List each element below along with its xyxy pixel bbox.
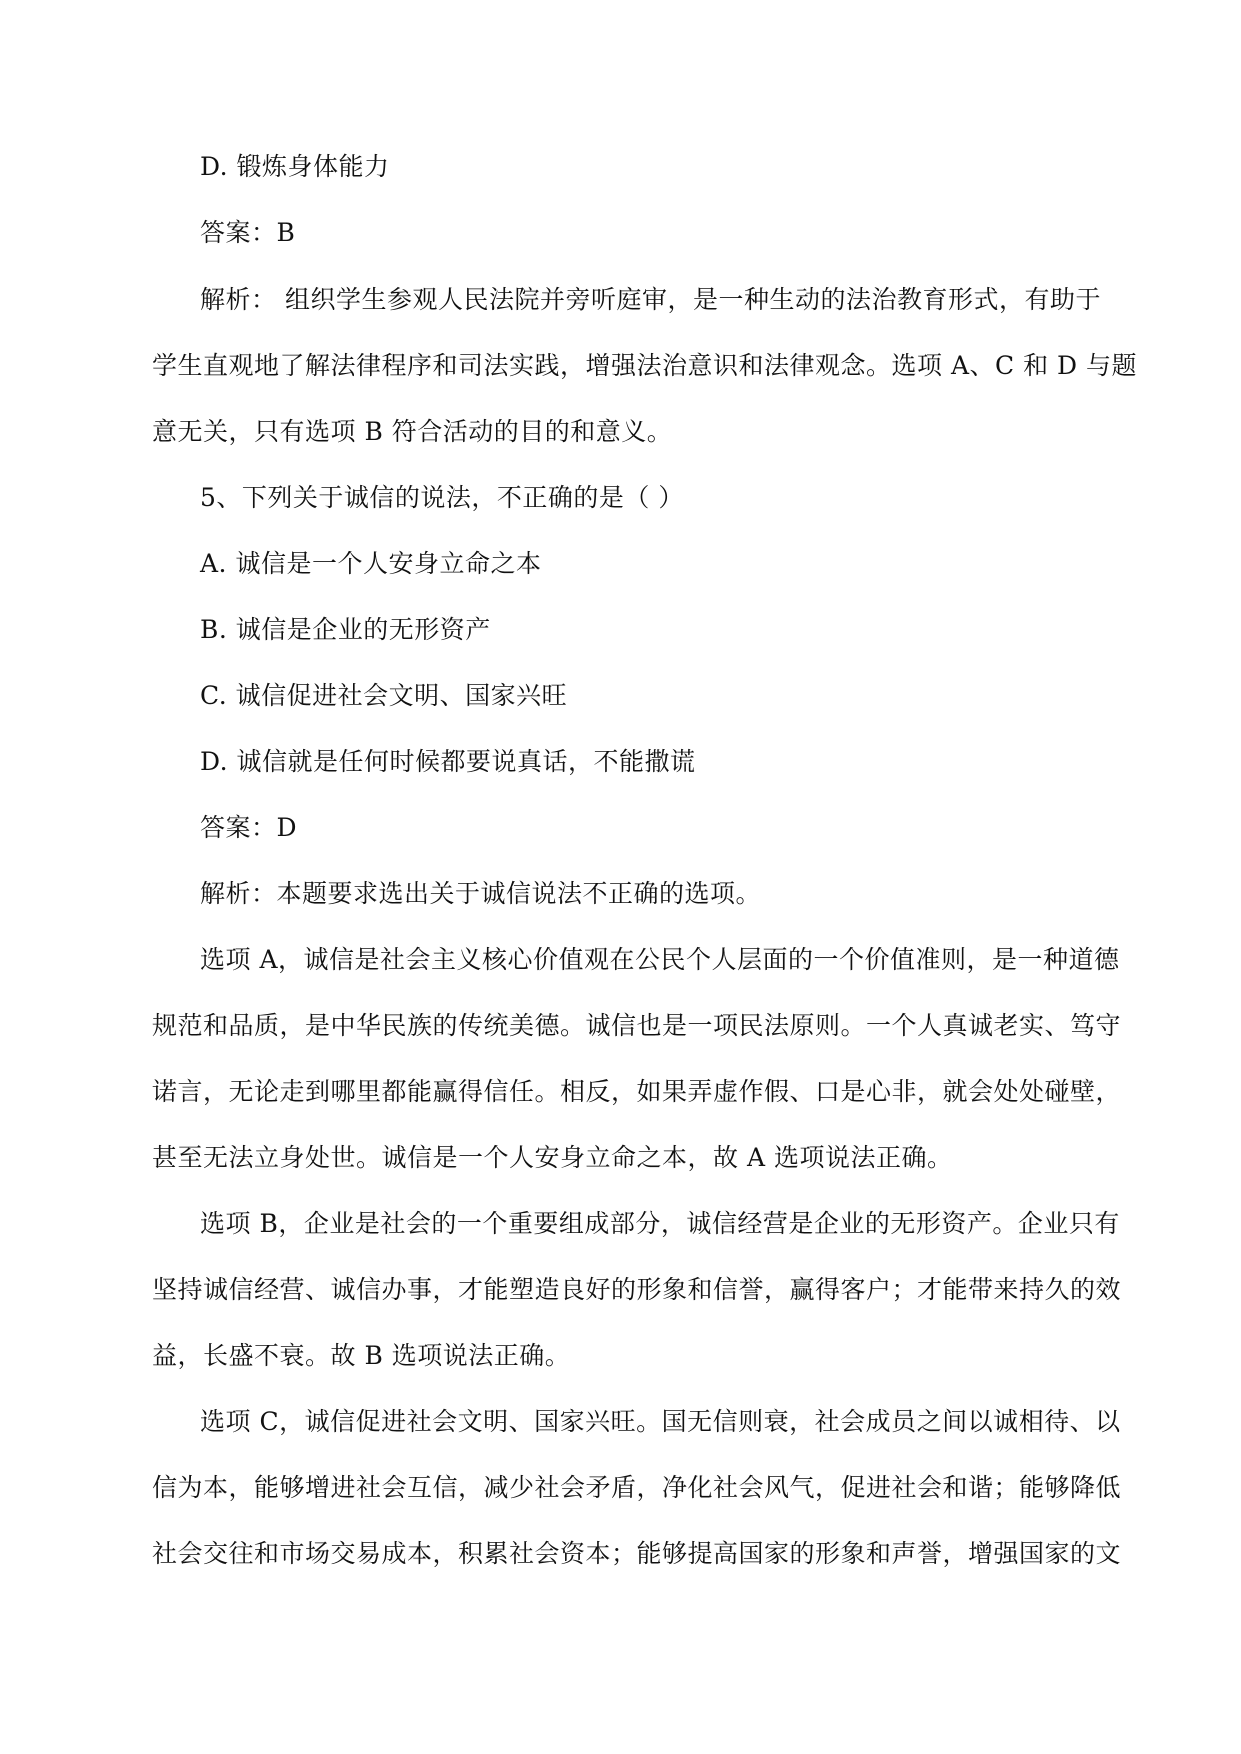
option-b: B. 诚信是企业的无形资产 [200, 615, 491, 644]
option-d: D. 诚信就是任何时候都要说真话，不能撒谎 [200, 747, 696, 776]
option-d-prev: D. 锻炼身体能力 [200, 152, 390, 181]
option-c: C. 诚信促进社会文明、国家兴旺 [200, 681, 568, 710]
analysis-a-line-4: 甚至无法立身处世。诚信是一个人安身立命之本，故 A 选项说法正确。 [152, 1143, 953, 1172]
option-a: A. 诚信是一个人安身立命之本 [200, 549, 542, 578]
analysis-intro: 解析：本题要求选出关于诚信说法不正确的选项。 [200, 879, 762, 908]
analysis-a-line-1: 选项 A，诚信是社会主义核心价值观在公民个人层面的一个价值准则，是一种道德 [200, 945, 1120, 974]
analysis-b-line-1: 选项 B，企业是社会的一个重要组成部分，诚信经营是企业的无形资产。企业只有 [200, 1209, 1120, 1238]
analysis-c-line-3: 社会交往和市场交易成本，积累社会资本；能够提高国家的形象和声誉，增强国家的文 [152, 1539, 1122, 1568]
question-5: 5、下列关于诚信的说法，不正确的是（ ） [200, 483, 684, 512]
analysis-prev-line-1: 解析： 组织学生参观人民法院并旁听庭审，是一种生动的法治教育形式，有助于 [200, 285, 1101, 314]
analysis-c-line-1: 选项 C，诚信促进社会文明、国家兴旺。国无信则衰，社会成员之间以诚相待、以 [200, 1407, 1121, 1436]
answer-prev: 答案：B [200, 218, 296, 247]
analysis-a-line-2: 规范和品质，是中华民族的传统美德。诚信也是一项民法原则。一个人真诚老实、笃守 [152, 1011, 1122, 1040]
answer-q5: 答案：D [200, 813, 298, 842]
analysis-c-line-2: 信为本，能够增进社会互信，减少社会矛盾，净化社会风气，促进社会和谐；能够降低 [152, 1473, 1122, 1502]
analysis-prev-line-2: 学生直观地了解法律程序和司法实践，增强法治意识和法律观念。选项 A、C 和 D 与题 [152, 351, 1138, 380]
analysis-b-line-3: 益，长盛不衰。故 B 选项说法正确。 [152, 1341, 571, 1370]
analysis-prev-line-3: 意无关，只有选项 B 符合活动的目的和意义。 [152, 417, 673, 446]
analysis-a-line-3: 诺言，无论走到哪里都能赢得信任。相反，如果弄虚作假、口是心非，就会处处碰壁， [152, 1077, 1122, 1106]
analysis-b-line-2: 坚持诚信经营、诚信办事，才能塑造良好的形象和信誉，赢得客户；才能带来持久的效 [152, 1275, 1122, 1304]
